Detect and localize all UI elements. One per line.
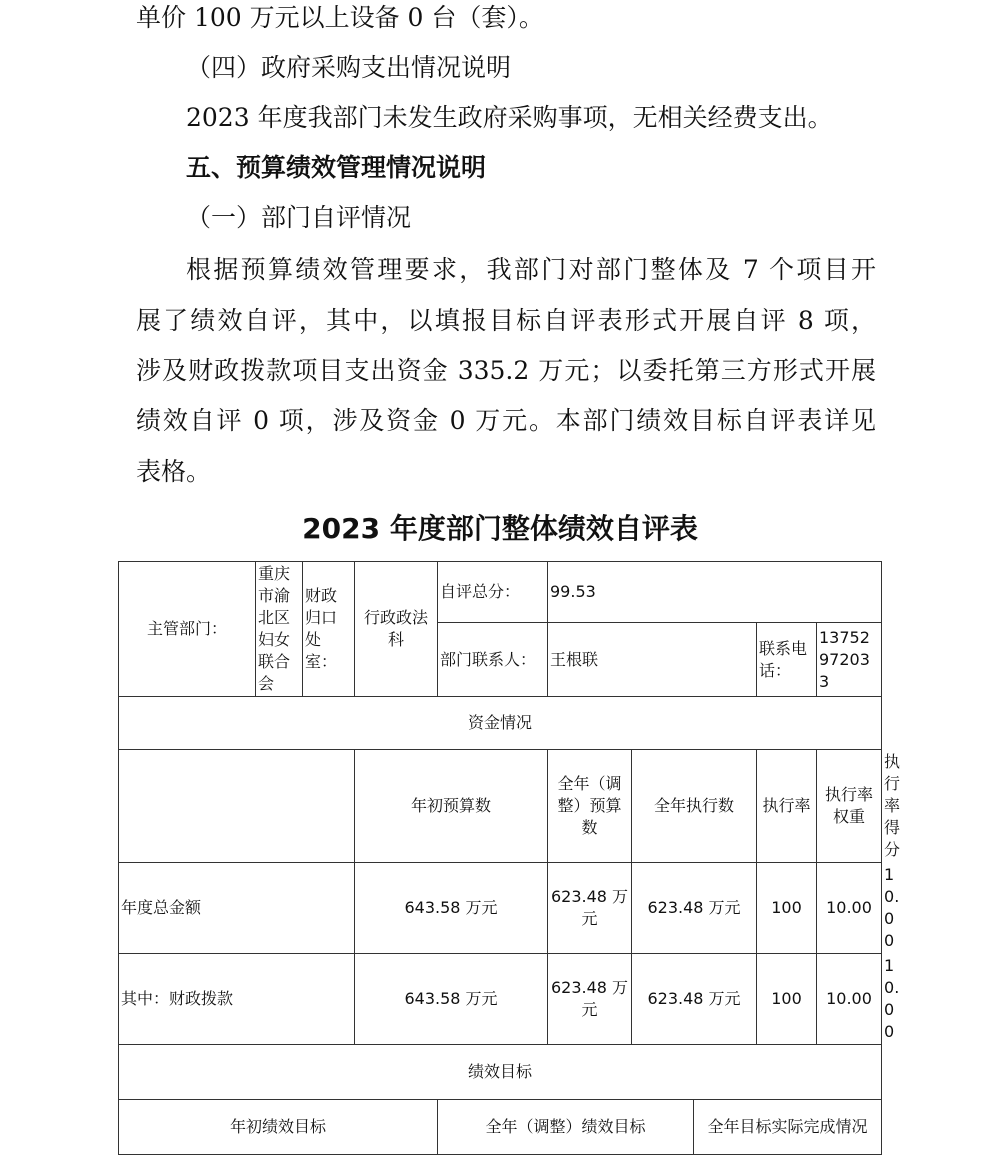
- para-self-eval-line-2: 展了绩效自评，其中，以填报目标自评表形式开展自评 8 项，: [136, 306, 876, 335]
- row-weight: 10.00: [817, 863, 882, 954]
- perf-header: 绩效目标: [119, 1045, 882, 1100]
- col-executed: 全年执行数: [632, 750, 757, 863]
- performance-table: 主管部门： 重庆市渝北区妇女联合会 财政归口处室： 行政政法科 自评总分： 99.53 部门联系人： 王根联 联系电话： 13752972033 资金情况 年初预算数 全年（调整）预算数 全年执行数 执行率 执行率权重 执行率得分 年度总金额 643.58 万元 623.48 万元 623.48 万元 100 10.00 10.00 其中：财政拨款 643.58 万元 623.48 万元 623.48 万元 100 10.00 10.00 绩效目标 年初绩效目标 全年（调整）绩效目标 全年目标实际完成情况: [118, 561, 882, 1155]
- para-self-eval-line-1: 根据预算绩效管理要求，我部门对部门整体及 7 个项目开: [186, 255, 876, 284]
- table-row: 年度总金额 643.58 万元 623.48 万元 623.48 万元 100 10.00 10.00: [119, 863, 882, 954]
- funds-header: 资金情况: [119, 697, 882, 750]
- col-rate: 执行率: [757, 750, 817, 863]
- row-adjusted: 623.48 万元: [548, 954, 632, 1045]
- perf-initial: 年初绩效目标: [119, 1100, 438, 1155]
- row-label: 其中：财政拨款: [119, 954, 355, 1045]
- heading-procurement: （四）政府采购支出情况说明: [186, 53, 512, 82]
- row-rate: 100: [757, 863, 817, 954]
- contact-label: 部门联系人：: [438, 623, 548, 697]
- dept-value: 重庆市渝北区妇女联合会: [256, 562, 303, 697]
- score-label: 自评总分：: [438, 562, 548, 623]
- table-title: 2023 年度部门整体绩效自评表: [302, 512, 698, 545]
- col-weight: 执行率权重: [817, 750, 882, 863]
- row-weight: 10.00: [817, 954, 882, 1045]
- para-equipment: 单价 100 万元以上设备 0 台（套）。: [136, 3, 544, 32]
- phone-label: 联系电话：: [757, 623, 817, 697]
- row-adjusted: 623.48 万元: [548, 863, 632, 954]
- contact-value: 王根联: [548, 623, 757, 697]
- finance-value: 行政政法科: [355, 562, 438, 697]
- para-self-eval-line-5: 表格。: [136, 457, 212, 486]
- row-initial: 643.58 万元: [355, 863, 548, 954]
- row-executed: 623.48 万元: [632, 863, 757, 954]
- perf-adjusted: 全年（调整）绩效目标: [438, 1100, 694, 1155]
- heading-performance: 五、预算绩效管理情况说明: [186, 153, 487, 182]
- score-value: 99.53: [548, 562, 882, 623]
- para-self-eval-line-3: 涉及财政拨款项目支出资金 335.2 万元；以委托第三方形式开展: [136, 356, 876, 385]
- perf-actual: 全年目标实际完成情况: [694, 1100, 882, 1155]
- col-adjusted: 全年（调整）预算数: [548, 750, 632, 863]
- col-initial: 年初预算数: [355, 750, 548, 863]
- row-rate: 100: [757, 954, 817, 1045]
- phone-value: 13752972033: [817, 623, 882, 697]
- para-self-eval-line-4: 绩效自评 0 项，涉及资金 0 万元。本部门绩效目标自评表详见: [136, 406, 876, 435]
- table-row: 其中：财政拨款 643.58 万元 623.48 万元 623.48 万元 100 10.00 10.00: [119, 954, 882, 1045]
- header-blank: [119, 750, 355, 863]
- row-initial: 643.58 万元: [355, 954, 548, 1045]
- finance-label: 财政归口处室：: [303, 562, 355, 697]
- row-executed: 623.48 万元: [632, 954, 757, 1045]
- row-label: 年度总金额: [119, 863, 355, 954]
- para-procurement: 2023 年度我部门未发生政府采购事项，无相关经费支出。: [186, 103, 833, 132]
- dept-label: 主管部门：: [119, 562, 256, 697]
- heading-self-eval: （一）部门自评情况: [186, 203, 412, 232]
